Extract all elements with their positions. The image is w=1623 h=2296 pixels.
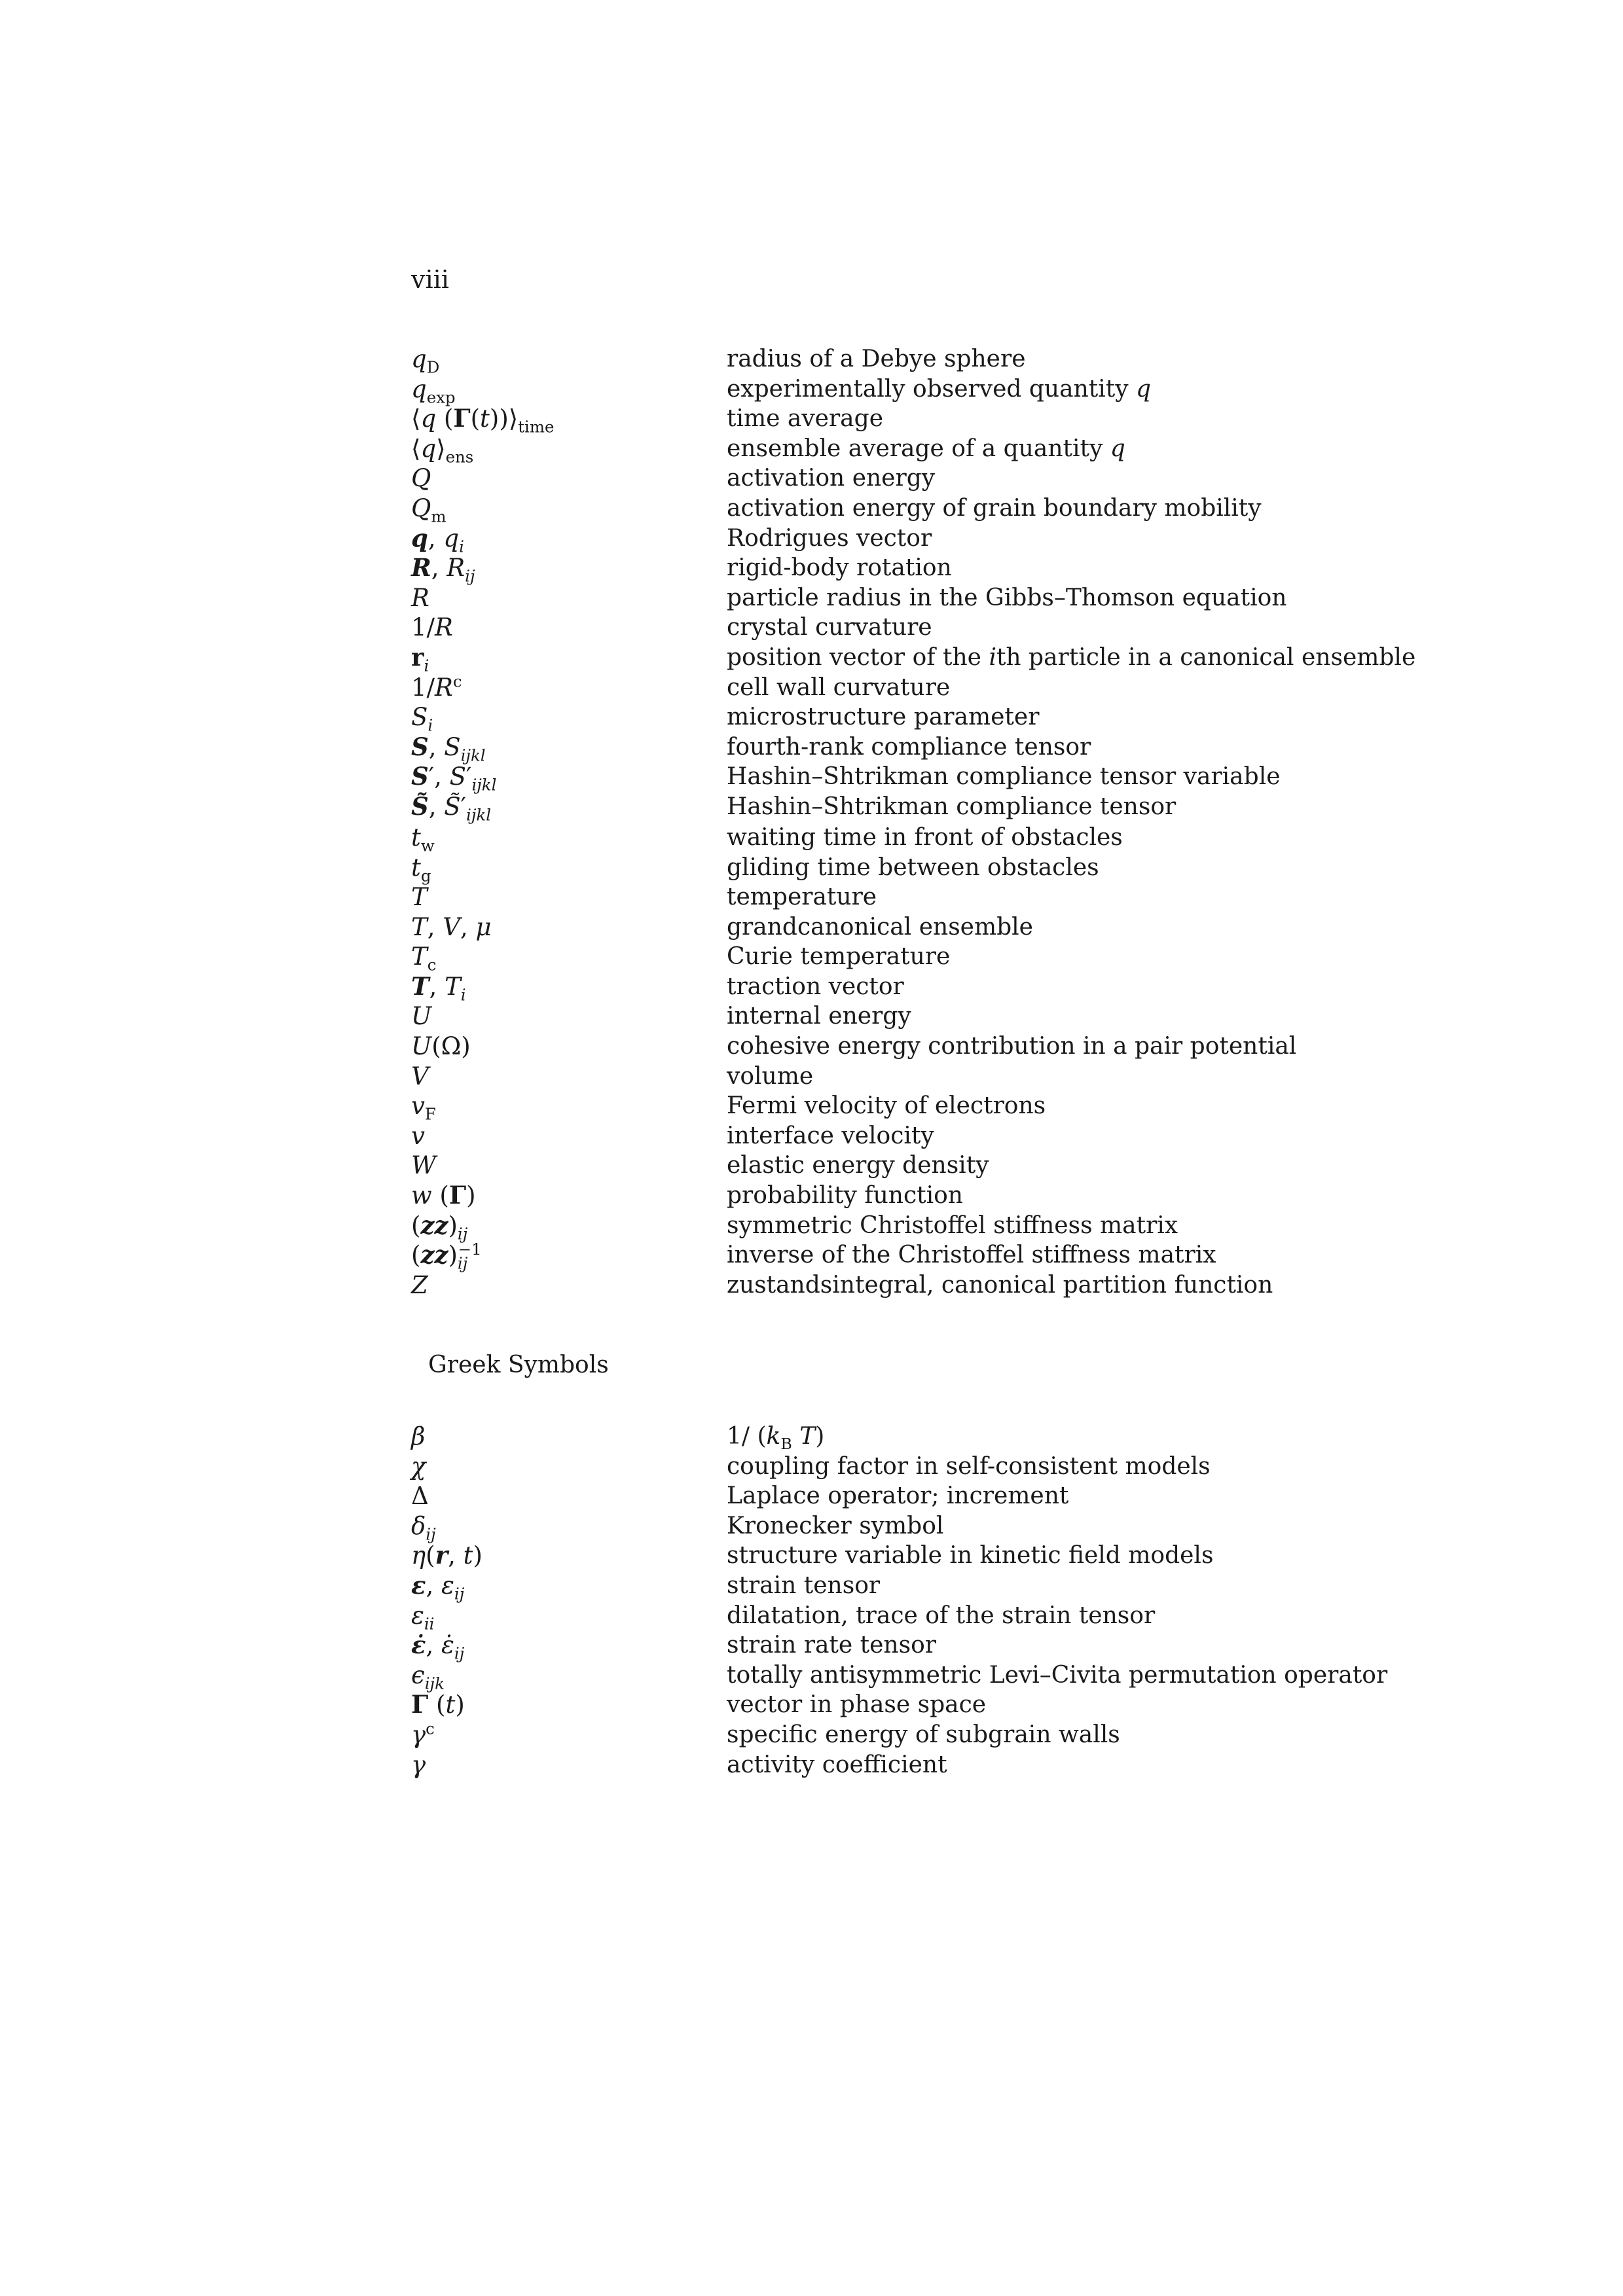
symbol: $(zz)_{ij}^{-1}$ — [411, 1239, 482, 1273]
symbol-row — [411, 1031, 1590, 1062]
symbol-description: structure variable in kinetic field models — [727, 1542, 1214, 1570]
symbol-description: coupling factor in self-consistent models — [727, 1452, 1211, 1480]
symbol-description: strain tensor — [727, 1571, 881, 1599]
symbol: $t_w$ — [411, 823, 435, 855]
symbol-row — [411, 1181, 1590, 1211]
symbol-description: position vector of the ith particle in a canonical ensemble — [727, 643, 1416, 671]
symbol: Q — [411, 464, 431, 493]
symbol-row — [411, 1570, 1590, 1604]
symbol-row — [411, 524, 1590, 554]
symbol: $1/R^c$ — [411, 672, 462, 702]
symbol: β — [411, 1422, 426, 1450]
symbol: η(r, t) — [411, 1541, 483, 1570]
symbol-row — [411, 1091, 1590, 1124]
page-number: viii — [411, 265, 449, 294]
symbol-row — [411, 853, 1590, 883]
symbol: ⟨q $(\Gamma(t))⟩_{time}$ — [411, 404, 555, 437]
symbol-row — [411, 1481, 1590, 1511]
symbol-row — [411, 1062, 1590, 1092]
symbol: χ — [411, 1452, 426, 1480]
symbol-description: particle radius in the Gibbs–Thomson equation — [727, 584, 1287, 611]
symbol-row — [411, 553, 1590, 586]
symbol-row — [411, 792, 1590, 823]
symbol-description: zustandsintegral, canonical partition function — [727, 1271, 1273, 1299]
greek-symbol-list — [411, 1422, 1590, 1780]
symbol: U — [411, 1002, 432, 1031]
symbol: $v_F$ — [411, 1092, 436, 1124]
symbol-description: temperature — [727, 884, 877, 911]
symbol-description: probability function — [727, 1182, 963, 1210]
symbol: $Q_m$ — [411, 493, 447, 526]
symbol-description: fourth-rank compliance tensor — [727, 733, 1091, 761]
symbol-row — [411, 1270, 1590, 1300]
symbol-description: activity coefficient — [727, 1751, 947, 1778]
symbol-description: elastic energy density — [727, 1152, 989, 1179]
symbol: Δ — [411, 1482, 429, 1511]
symbol-row — [411, 493, 1590, 524]
symbol-row — [411, 643, 1590, 673]
symbol-description: cell wall curvature — [727, 673, 951, 701]
symbol: $⟨q⟩_{ens}$ — [411, 434, 474, 467]
symbol-row — [411, 434, 1590, 467]
symbol: $r_i$ — [411, 642, 429, 675]
symbol-row — [411, 1001, 1590, 1031]
symbol: T, V, μ — [411, 912, 492, 941]
symbol-description: Hashin–Shtrikman compliance tensor — [727, 793, 1176, 820]
symbol-description: inverse of the Christoffel stiffness matrix — [727, 1242, 1216, 1269]
symbol: γ — [411, 1750, 426, 1779]
symbol: q, $q_i$ — [411, 523, 464, 556]
symbol-description: internal energy — [727, 1003, 911, 1030]
symbol-description: grandcanonical ensemble — [727, 913, 1033, 941]
symbol: $(zz)_{ij}$ — [411, 1210, 468, 1244]
symbol-description: microstructure parameter — [727, 704, 1040, 731]
symbol-row — [411, 404, 1590, 437]
symbol: $T_c$ — [411, 942, 437, 975]
symbol-description: interface velocity — [727, 1122, 934, 1149]
symbol: $\gamma^c$ — [411, 1719, 435, 1749]
symbol-row — [411, 1422, 1590, 1452]
symbol-row — [411, 912, 1590, 942]
symbol-row — [411, 1630, 1590, 1663]
symbol-description: volume — [727, 1062, 814, 1090]
symbol: S, $S_{ijkl}$ — [411, 732, 486, 765]
symbol-description: specific energy of subgrain walls — [727, 1721, 1120, 1748]
symbol-description: totally antisymmetric Levi–Civita permutation operator — [727, 1661, 1388, 1689]
symbol-description: dilatation, trace of the strain tensor — [727, 1602, 1156, 1629]
symbol-row — [411, 344, 1590, 377]
symbol-row — [411, 942, 1590, 975]
symbol: 1/R — [411, 613, 453, 642]
symbol-row — [411, 762, 1590, 795]
symbol-description: time average — [727, 405, 883, 433]
symbol-row — [411, 732, 1590, 765]
symbol-row — [411, 823, 1590, 853]
symbol-description: symmetric Christoffel stiffness matrix — [727, 1211, 1178, 1239]
symbol-row — [411, 613, 1590, 643]
symbol: w (Γ) — [411, 1181, 476, 1210]
symbol-row — [411, 463, 1590, 493]
symbol: R — [411, 583, 429, 612]
symbol: S̃, $S̃'_{ijkl}$ — [411, 791, 491, 825]
symbol: $\delta_{ij}$ — [411, 1511, 436, 1544]
symbol-description: gliding time between obstacles — [727, 853, 1099, 881]
symbol: R, $R_{ij}$ — [411, 553, 475, 586]
symbol-description: Laplace operator; increment — [727, 1482, 1069, 1510]
symbol-description: activation energy — [727, 465, 936, 492]
symbol-row — [411, 702, 1590, 735]
symbol-description: radius of a Debye sphere — [727, 346, 1026, 372]
symbol-row — [411, 971, 1590, 1005]
symbol-description: Curie temperature — [727, 943, 951, 971]
symbol-description: crystal curvature — [727, 614, 932, 641]
symbol-row — [411, 882, 1590, 912]
symbol-row — [411, 374, 1590, 404]
symbol-row — [411, 1601, 1590, 1631]
symbol: $\varepsilon_{ii}$ — [411, 1601, 435, 1633]
symbol-row — [411, 1151, 1590, 1181]
symbol-description: Hashin–Shtrikman compliance tensor variable — [727, 763, 1281, 791]
symbol-description: 1/ ($k_B$ T) — [727, 1423, 825, 1454]
symbol-row — [411, 1511, 1590, 1544]
symbol: $\epsilon_{ijk}$ — [411, 1660, 445, 1693]
symbol-row — [411, 1541, 1590, 1571]
symbol: T — [411, 883, 428, 912]
symbol-row — [411, 673, 1590, 703]
symbol: ε, $\varepsilon_{ij}$ — [411, 1570, 465, 1604]
symbol-row — [411, 1239, 1590, 1273]
symbol: W — [411, 1151, 437, 1180]
symbol-row — [411, 1690, 1590, 1720]
symbol: v — [411, 1121, 425, 1150]
symbol: ε̇, $\varepsiloṅ_{ij}$ — [411, 1630, 465, 1663]
symbol-description: Rodrigues vector — [727, 524, 932, 552]
greek-symbols-heading: Greek Symbols — [428, 1352, 609, 1378]
symbol: $q_D$ — [411, 345, 440, 377]
symbol-description: vector in phase space — [727, 1691, 987, 1719]
symbol-row — [411, 1452, 1590, 1482]
symbol-row — [411, 1750, 1590, 1780]
symbol-description: Kronecker symbol — [727, 1512, 944, 1539]
symbol-description: traction vector — [727, 973, 904, 1000]
symbol-description: experimentally observed quantity q — [727, 375, 1152, 403]
symbol-description: activation energy of grain boundary mobility — [727, 494, 1262, 522]
symbol-row — [411, 583, 1590, 613]
symbol-description: Fermi velocity of electrons — [727, 1092, 1046, 1120]
symbol: $S_i$ — [411, 703, 433, 735]
symbol-description: rigid-body rotation — [727, 554, 952, 582]
symbol: $q_{exp}$ — [411, 374, 456, 406]
symbol: S′, $S'_{ijkl}$ — [411, 762, 497, 795]
symbol-description: waiting time in front of obstacles — [727, 823, 1123, 851]
symbol: T, $T_i$ — [411, 971, 466, 1005]
symbol: $t_g$ — [411, 853, 431, 885]
symbol: Γ (t) — [411, 1690, 465, 1719]
symbol-row — [411, 1660, 1590, 1691]
symbol: U(Ω) — [411, 1032, 471, 1061]
symbol-list — [411, 344, 1590, 1300]
symbol: V — [411, 1062, 429, 1090]
symbol-row — [411, 1121, 1590, 1151]
symbol-description: strain rate tensor — [727, 1632, 936, 1659]
symbol: Z — [411, 1270, 428, 1299]
symbol-description: cohesive energy contribution in a pair potential — [727, 1033, 1297, 1060]
symbol-row — [411, 1720, 1590, 1750]
symbol-row — [411, 1210, 1590, 1244]
symbol-description: ensemble average of a quantity q — [727, 435, 1125, 462]
